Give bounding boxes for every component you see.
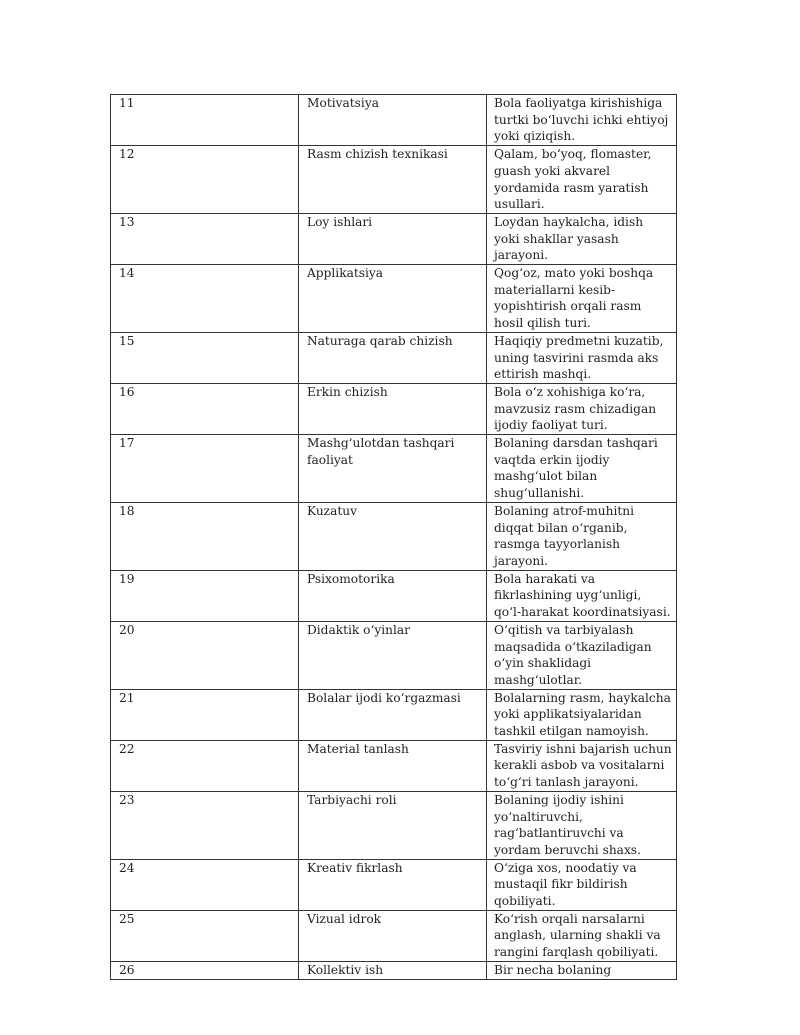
table-row — [111, 689, 677, 740]
definition-cell: Bolaning atrof-muhitni diqqat bilan o‘rganib, rasmga tayyorlanish jarayoni. — [487, 502, 677, 570]
term-cell: Bolalar ijodi ko‘rgazmasi — [299, 689, 487, 740]
table-row — [111, 213, 677, 264]
term-cell: Applikatsiya — [299, 265, 487, 333]
row-number: 24 — [111, 859, 299, 910]
definition-cell: Ko‘rish orqali narsalarni anglash, ularning shakli va rangini farqlash qobiliyati. — [487, 910, 677, 961]
row-number: 20 — [111, 621, 299, 689]
definition-cell: Loydan haykalcha, idish yoki shakllar yasash jarayoni. — [487, 213, 677, 264]
definition-cell: Tasviriy ishni bajarish uchun kerakli asbob va vositalarni to‘g‘ri tanlash jarayoni. — [487, 740, 677, 791]
definition-cell: Bola harakati va fikrlashining uyg‘unligi, qo‘l-harakat koordinatsiyasi. — [487, 570, 677, 621]
term-cell: Kollektiv ish — [299, 961, 487, 979]
table-row — [111, 621, 677, 689]
definition-cell: Bolaning ijodiy ishini yo‘naltiruvchi, rag‘batlantiruvchi va yordam beruvchi shaxs. — [487, 791, 677, 859]
term-cell: Kreativ fikrlash — [299, 859, 487, 910]
table-row — [111, 95, 677, 146]
definition-cell: Bola faoliyatga kirishishiga turtki bo‘luvchi ichki ehtiyoj yoki qiziqish. — [487, 95, 677, 146]
definition-cell: Bolalarning rasm, haykalcha yoki applikatsiyalaridan tashkil etilgan namoyish. — [487, 689, 677, 740]
definition-cell: Bolaning darsdan tashqari vaqtda erkin ijodiy mashg‘ulot bilan shug‘ullanishi. — [487, 435, 677, 503]
table-row — [111, 435, 677, 503]
table-row — [111, 570, 677, 621]
row-number: 13 — [111, 213, 299, 264]
table-row — [111, 740, 677, 791]
term-cell: Psixomotorika — [299, 570, 487, 621]
definition-cell: Qalam, bo‘yoq, flomaster, guash yoki akvarel yordamida rasm yaratish usullari. — [487, 146, 677, 214]
term-cell: Mashg‘ulotdan tashqari faoliyat — [299, 435, 487, 503]
table-row — [111, 265, 677, 333]
table-row — [111, 332, 677, 383]
table-row — [111, 383, 677, 434]
definition-cell: Haqiqiy predmetni kuzatib, uning tasvirini rasmda aks ettirish mashqi. — [487, 332, 677, 383]
term-cell: Vizual idrok — [299, 910, 487, 961]
row-number: 21 — [111, 689, 299, 740]
definition-cell: Qog‘oz, mato yoki boshqa materiallarni kesib-yopishtirish orqali rasm hosil qilish turi. — [487, 265, 677, 333]
term-cell: Material tanlash — [299, 740, 487, 791]
table-row — [111, 961, 677, 979]
definition-cell: O‘ziga xos, noodatiy va mustaqil fikr bildirish qobiliyati. — [487, 859, 677, 910]
term-cell: Loy ishlari — [299, 213, 487, 264]
row-number: 11 — [111, 95, 299, 146]
table-row — [111, 910, 677, 961]
table-row — [111, 859, 677, 910]
table-row — [111, 791, 677, 859]
row-number: 19 — [111, 570, 299, 621]
row-number: 23 — [111, 791, 299, 859]
term-cell: Tarbiyachi roli — [299, 791, 487, 859]
term-cell: Rasm chizish texnikasi — [299, 146, 487, 214]
row-number: 26 — [111, 961, 299, 979]
term-cell: Didaktik o‘yinlar — [299, 621, 487, 689]
term-cell: Erkin chizish — [299, 383, 487, 434]
row-number: 12 — [111, 146, 299, 214]
term-cell: Motivatsiya — [299, 95, 487, 146]
definition-cell: Bola o‘z xohishiga ko‘ra, mavzusiz rasm chizadigan ijodiy faoliyat turi. — [487, 383, 677, 434]
row-number: 22 — [111, 740, 299, 791]
row-number: 25 — [111, 910, 299, 961]
definition-cell: Bir necha bolaning — [487, 961, 677, 979]
term-cell: Naturaga qarab chizish — [299, 332, 487, 383]
table-row — [111, 146, 677, 214]
row-number: 14 — [111, 265, 299, 333]
row-number: 16 — [111, 383, 299, 434]
table-row — [111, 502, 677, 570]
definition-cell: O‘qitish va tarbiyalash maqsadida o‘tkaziladigan o‘yin shaklidagi mashg‘ulotlar. — [487, 621, 677, 689]
row-number: 17 — [111, 435, 299, 503]
row-number: 15 — [111, 332, 299, 383]
row-number: 18 — [111, 502, 299, 570]
term-cell: Kuzatuv — [299, 502, 487, 570]
glossary-table — [110, 94, 677, 980]
